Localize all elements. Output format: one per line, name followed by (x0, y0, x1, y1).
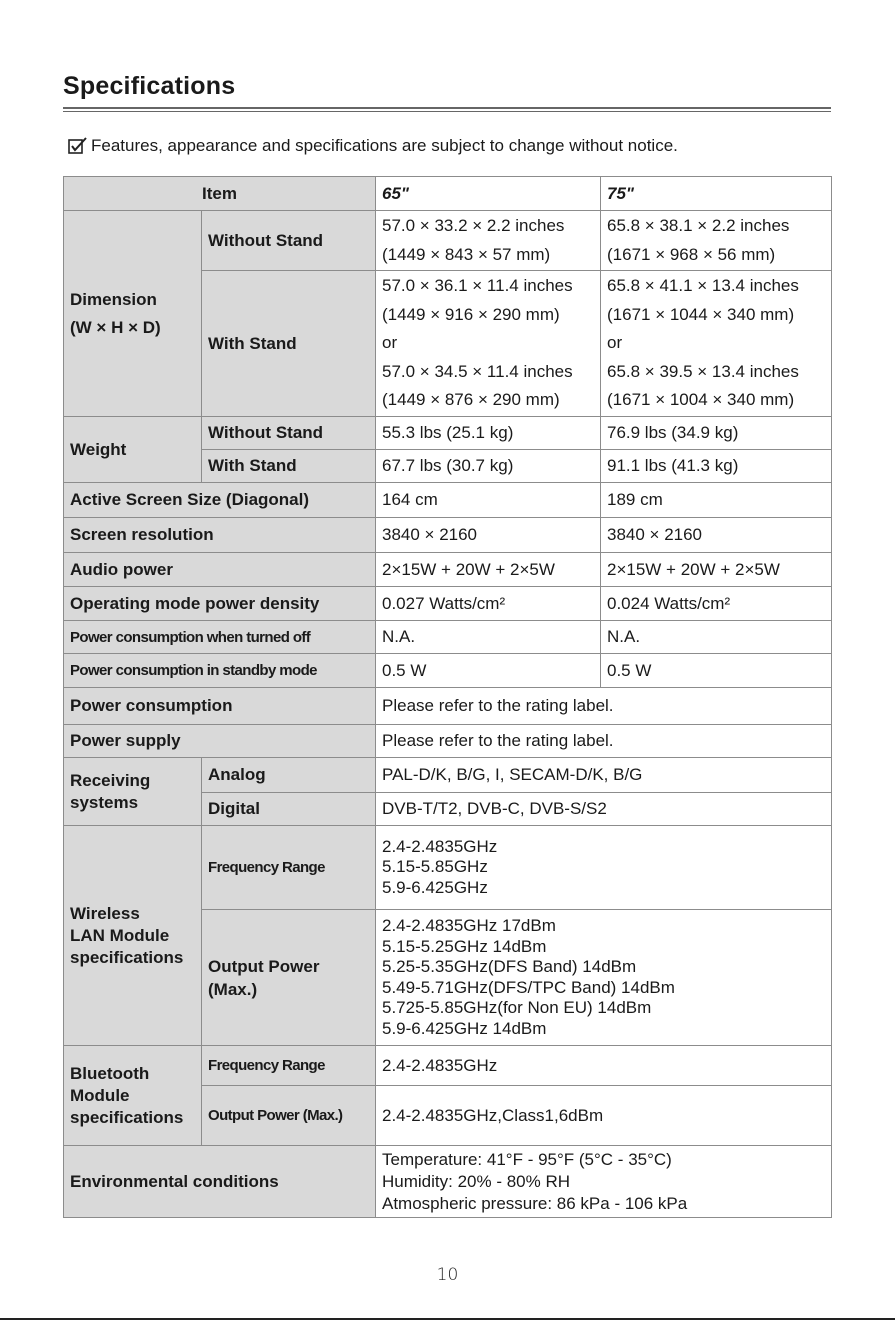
value-line: 2.4-2.4835GHz 17dBm (382, 916, 556, 935)
power-off-65: N.A. (376, 621, 601, 654)
bluetooth-label (64, 1046, 202, 1146)
wireless-label-line: LAN Module (70, 925, 170, 945)
checkbox-pencil-icon (68, 137, 88, 155)
value-line: 5.9-6.425GHz (382, 877, 488, 897)
weight-with-stand-65: 67.7 lbs (30.7 kg) (376, 450, 601, 483)
bluetooth-output-label: Output Power (Max.) (202, 1086, 376, 1146)
value-line: 65.8 × 38.1 × 2.2 inches (607, 216, 790, 235)
active-screen-size-75: 189 cm (601, 483, 832, 518)
spec-table (63, 176, 832, 1218)
wireless-output-label (202, 910, 376, 1046)
wireless-frequency-values (376, 826, 832, 910)
output-label-line: (Max.) (208, 979, 258, 999)
weight-without-stand-label: Without Stand (202, 417, 376, 450)
value-line: 5.49-5.71GHz(DFS/TPC Band) 14dBm (382, 977, 675, 997)
power-consumption-value: Please refer to the rating label. (376, 688, 832, 725)
value-line: 57.0 × 34.5 × 11.4 inches (382, 361, 573, 381)
value-line: 2.4-2.4835GHz (382, 836, 498, 856)
dimension-without-stand-row (64, 211, 832, 271)
receiving-analog-row (64, 758, 832, 793)
value-line: 5.15-5.85GHz (382, 857, 488, 877)
page-number: 10 (436, 1265, 459, 1285)
receiving-label-line1: Receiving (70, 770, 151, 790)
wireless-frequency-row (64, 826, 832, 910)
value-line: Humidity: 20% - 80% RH (382, 1171, 571, 1191)
title-rule-thin (63, 111, 831, 112)
active-screen-size-65: 164 cm (376, 483, 601, 518)
value-line: 5.725-5.85GHz(for Non EU) 14dBm (382, 998, 652, 1017)
value-line: Temperature: 41°F - 95°F (5°C - 35°C) (382, 1149, 672, 1169)
weight-without-stand-75: 76.9 lbs (34.9 kg) (601, 417, 832, 450)
bluetooth-label-line: Bluetooth (70, 1063, 150, 1083)
screen-resolution-75: 3840 × 2160 (601, 518, 832, 553)
dimension-without-stand-65 (376, 211, 601, 271)
environment-row (64, 1146, 832, 1218)
table-row (64, 518, 832, 553)
environmental-conditions-label: Environmental conditions (64, 1146, 376, 1218)
wireless-lan-label (64, 826, 202, 1046)
weight-with-stand-label: With Stand (202, 450, 376, 483)
receiving-systems-label (64, 758, 202, 826)
bluetooth-label-line: Module (70, 1085, 130, 1105)
page-title: Specifications (63, 72, 236, 100)
table-row (64, 587, 832, 621)
power-consumption-label: Power consumption (64, 688, 376, 725)
table-row (64, 621, 832, 654)
value-line: (1449 × 876 × 290 mm) (382, 390, 560, 410)
value-line: or (607, 333, 623, 353)
power-standby-65: 0.5 W (376, 654, 601, 688)
value-line: Atmospheric pressure: 86 kPa - 106 kPa (382, 1193, 688, 1213)
dimension-label-line2: (W × H × D) (70, 317, 161, 337)
receiving-label-line2: systems (70, 792, 139, 812)
power-supply-value: Please refer to the rating label. (376, 725, 832, 758)
with-stand-label: With Stand (202, 271, 376, 417)
value-line: 57.0 × 36.1 × 11.4 inches (382, 276, 573, 296)
output-label-line: Output Power (208, 956, 320, 976)
dimension-with-stand-75 (601, 271, 832, 417)
notice (68, 136, 678, 156)
active-screen-size-label: Active Screen Size (Diagonal) (64, 483, 376, 518)
dimension-label (64, 211, 202, 417)
weight-with-stand-75: 91.1 lbs (41.3 kg) (601, 450, 832, 483)
dimension-label-line1: Dimension (70, 289, 157, 309)
header-item: Item (64, 177, 376, 211)
power-off-label: Power consumption when turned off (64, 621, 376, 654)
value-line: (1449 × 916 × 290 mm) (382, 304, 560, 324)
header-model-65: 65" (376, 177, 601, 211)
value-line: 57.0 × 33.2 × 2.2 inches (382, 216, 565, 235)
weight-label: Weight (64, 417, 202, 483)
bluetooth-output-value: 2.4-2.4835GHz,Class1,6dBm (376, 1086, 832, 1146)
operating-power-density-65: 0.027 Watts/cm² (376, 587, 601, 621)
value-line: (1671 × 968 × 56 mm) (607, 244, 776, 264)
wireless-frequency-label: Frequency Range (202, 826, 376, 910)
screen-resolution-65: 3840 × 2160 (376, 518, 601, 553)
value-line: (1449 × 843 × 57 mm) (382, 244, 551, 264)
digital-label: Digital (202, 793, 376, 826)
header-model-75: 75" (601, 177, 832, 211)
wireless-label-line: Wireless (70, 903, 140, 923)
table-row (64, 654, 832, 688)
analog-value: PAL-D/K, B/G, I, SECAM-D/K, B/G (376, 758, 832, 793)
audio-power-65: 2×15W + 20W + 2×5W (376, 553, 601, 587)
screen-resolution-label: Screen resolution (64, 518, 376, 553)
value-line: 5.9-6.425GHz 14dBm (382, 1018, 547, 1038)
analog-label: Analog (202, 758, 376, 793)
table-row (64, 725, 832, 758)
table-row (64, 688, 832, 725)
power-standby-75: 0.5 W (601, 654, 832, 688)
power-off-75: N.A. (601, 621, 832, 654)
bluetooth-frequency-value: 2.4-2.4835GHz (376, 1046, 832, 1086)
header-row (64, 177, 832, 211)
digital-value: DVB-T/T2, DVB-C, DVB-S/S2 (376, 793, 832, 826)
power-standby-label: Power consumption in standby mode (64, 654, 376, 688)
audio-power-label: Audio power (64, 553, 376, 587)
value-line: (1671 × 1044 × 340 mm) (607, 304, 795, 324)
value-line: 65.8 × 39.5 × 13.4 inches (607, 361, 799, 381)
value-line: 5.15-5.25GHz 14dBm (382, 936, 547, 956)
dimension-with-stand-65 (376, 271, 601, 417)
bottom-rule (0, 1318, 895, 1320)
value-line: (1671 × 1004 × 340 mm) (607, 390, 795, 410)
dimension-without-stand-75 (601, 211, 832, 271)
notice-text: Features, appearance and specifications are subject to change without notice. (91, 136, 678, 155)
bluetooth-frequency-label: Frequency Range (202, 1046, 376, 1086)
value-line: 5.25-5.35GHz(DFS Band) 14dBm (382, 957, 637, 976)
value-line: or (382, 333, 398, 353)
bluetooth-frequency-row (64, 1046, 832, 1086)
audio-power-75: 2×15W + 20W + 2×5W (601, 553, 832, 587)
without-stand-label: Without Stand (202, 211, 376, 271)
bluetooth-label-line: specifications (70, 1107, 184, 1127)
operating-power-density-75: 0.024 Watts/cm² (601, 587, 832, 621)
value-line: 65.8 × 41.1 × 13.4 inches (607, 276, 799, 296)
environmental-conditions-values (376, 1146, 832, 1218)
title-rule-thick (63, 107, 831, 109)
table-row (64, 553, 832, 587)
weight-without-stand-row (64, 417, 832, 450)
wireless-label-line: specifications (70, 947, 184, 967)
weight-without-stand-65: 55.3 lbs (25.1 kg) (376, 417, 601, 450)
wireless-output-values (376, 910, 832, 1046)
operating-power-density-label: Operating mode power density (64, 587, 376, 621)
table-row (64, 483, 832, 518)
power-supply-label: Power supply (64, 725, 376, 758)
